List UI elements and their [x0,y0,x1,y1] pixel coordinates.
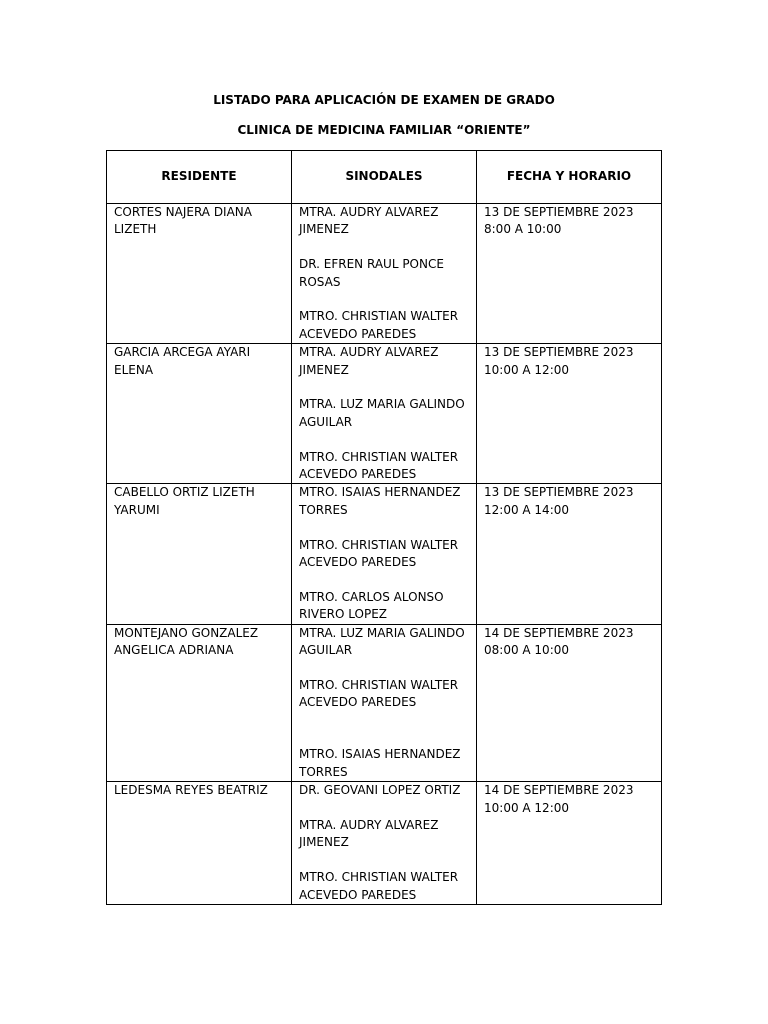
sinodal-line: RIVERO LOPEZ [299,607,388,622]
residente-cell [107,204,292,344]
residente-line: CABELLO ORTIZ LIZETH [114,485,255,500]
table-row [107,484,662,624]
sinodal-line: MTRO. ISAIAS HERNANDEZ [299,485,461,500]
sinodal-line: ACEVEDO PAREDES [299,326,417,341]
document-subtitle: CLINICA DE MEDICINA FAMILIAR “ORIENTE” [237,123,531,137]
residente-line: LEDESMA REYES BEATRIZ [114,783,268,798]
table-row [107,782,662,905]
sinodal-line: AGUILAR [299,414,353,429]
fecha-text: 14 DE SEPTIEMBRE 2023 [484,625,634,640]
sinodales-cell [292,484,477,624]
sinodal-line: DR. GEOVANI LOPEZ ORTIZ [299,783,461,798]
horario-text: 12:00 A 14:00 [484,502,570,517]
residente-line: ANGELICA ADRIANA [114,643,234,658]
sinodal-line: MTRO. CHRISTIAN WALTER [299,537,459,552]
fecha-cell [477,484,662,624]
table-header-row [107,151,662,204]
residente-cell [107,344,292,484]
residente-line: MONTEJANO GONZALEZ [114,625,259,640]
table-row [107,624,662,782]
table-row [107,204,662,344]
fecha-cell [477,782,662,905]
fecha-cell [477,204,662,344]
sinodal-line: MTRO. CARLOS ALONSO [299,589,444,604]
fecha-text: 13 DE SEPTIEMBRE 2023 [484,345,634,360]
sinodales-cell [292,344,477,484]
sinodal-line: AGUILAR [299,643,353,658]
sinodal-line: DR. EFREN RAUL PONCE [299,257,444,272]
fecha-text: 14 DE SEPTIEMBRE 2023 [484,783,634,798]
sinodal-line: MTRO. ISAIAS HERNANDEZ [299,747,461,762]
sinodal-line: MTRA. AUDRY ALVAREZ [299,818,439,833]
sinodal-line: MTRO. CHRISTIAN WALTER [299,449,459,464]
horario-text: 10:00 A 12:00 [484,800,570,815]
sinodal-line: TORRES [299,764,348,779]
sinodal-line: MTRO. CHRISTIAN WALTER [299,870,459,885]
sinodal-line: JIMENEZ [299,222,349,237]
exam-schedule-table [106,150,662,905]
residente-line: CORTES NAJERA DIANA [114,205,252,219]
sinodal-line: TORRES [299,502,348,517]
sinodal-line: JIMENEZ [299,362,349,377]
sinodal-line: MTRA. LUZ MARIA GALINDO [299,625,465,640]
header-fecha-horario: FECHA Y HORARIO [477,151,662,204]
fecha-cell [477,624,662,782]
sinodal-line: ACEVEDO PAREDES [299,887,417,902]
sinodal-line: MTRO. CHRISTIAN WALTER [299,309,459,324]
residente-line: LIZETH [114,222,157,237]
sinodal-line: ACEVEDO PAREDES [299,467,417,482]
sinodal-line: ACEVEDO PAREDES [299,695,417,710]
sinodales-cell [292,624,477,782]
sinodales-cell [292,204,477,344]
horario-text: 10:00 A 12:00 [484,362,570,377]
header-sinodales: SINODALES [292,151,477,204]
fecha-cell [477,344,662,484]
sinodal-line: MTRA. LUZ MARIA GALINDO [299,397,465,412]
residente-cell [107,484,292,624]
residente-line: GARCIA ARCEGA AYARI ELENA [114,345,251,377]
residente-cell [107,624,292,782]
sinodal-line: JIMENEZ [299,835,349,850]
fecha-text: 13 DE SEPTIEMBRE 2023 [484,205,634,219]
residente-cell [107,782,292,905]
document-title: LISTADO PARA APLICACIÓN DE EXAMEN DE GRADO [213,93,555,107]
sinodal-line: MTRA. AUDRY ALVAREZ [299,205,439,219]
sinodal-line: ACEVEDO PAREDES [299,555,417,570]
sinodal-line: ROSAS [299,274,341,289]
horario-text: 08:00 A 10:00 [484,643,570,658]
sinodales-cell [292,782,477,905]
residente-line: YARUMI [114,502,160,517]
header-residente: RESIDENTE [107,151,292,204]
sinodal-line: MTRA. AUDRY ALVAREZ [299,345,439,360]
table-row [107,344,662,484]
fecha-text: 13 DE SEPTIEMBRE 2023 [484,485,634,500]
horario-text: 8:00 A 10:00 [484,222,562,237]
sinodal-line: MTRO. CHRISTIAN WALTER [299,677,459,692]
